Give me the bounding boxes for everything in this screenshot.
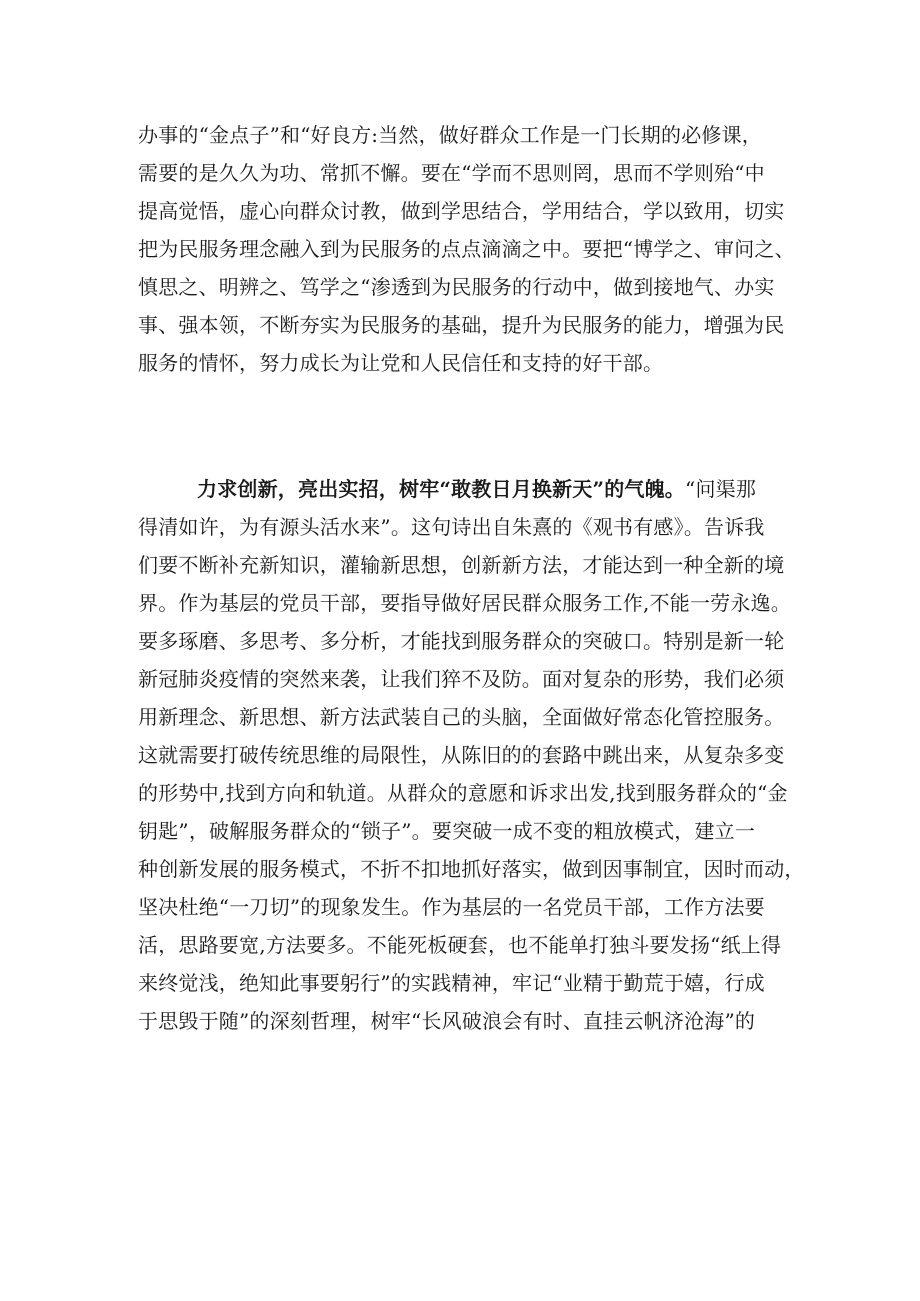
text-line: 需要的是久久为功、常抓不懈。要在“学而不思则罔，思而不学则殆“中 (138, 161, 765, 185)
text-line: 服务的情怀，努力成长为让党和人民信任和支持的好干部。 (138, 351, 664, 375)
text-line: 得清如许，为有源头活水来”。这句诗出自朱熹的《观书有感》。告诉我 (138, 515, 765, 539)
text-line-first (138, 470, 798, 508)
paragraph-service (138, 116, 798, 382)
text-line: 办事的“金点子”和“好良方:当然，做好群众工作是一门长期的必修课， (138, 123, 763, 147)
text-line: 把为民服务理念融入到为民服务的点点滴滴之中。要把“博学之、审问之、 (138, 237, 795, 261)
text-line: 提高觉悟，虚心向群众讨教，做到学思结合，学用结合，学以致用，切实 (138, 199, 785, 223)
heading-continuation: “问渠那 (685, 477, 757, 501)
text-line: 坚决杜绝“一刀切”的现象发生。作为基层的一名党员干部，工作方法要 (138, 895, 765, 919)
text-line: 界。作为基层的党员干部，要指导做好居民群众服务工作,不能一劳永逸。 (138, 591, 791, 615)
text-line: 慎思之、明辨之、笃学之“渗透到为民服务的行动中，做到接地气、办实 (138, 275, 775, 299)
text-line: 要多琢磨、多思考、多分析，才能找到服务群众的突破口。特别是新一轮 (138, 629, 785, 653)
text-line: 活，思路要宽,方法要多。不能死板硬套，也不能单打独斗要发扬“纸上得 (138, 933, 782, 957)
paragraph-innovation (138, 470, 805, 1040)
text-line: 这就需要打破传统思维的局限性，从陈旧的的套路中跳出来，从复杂多变 (138, 743, 785, 767)
text-line: 新冠肺炎疫情的突然来袭，让我们猝不及防。面对复杂的形势，我们必须 (138, 667, 785, 691)
text-line: 来终觉浅，绝知此事要躬行”的实践精神，牢记“业精于勤荒于嬉，行成 (138, 971, 765, 995)
paragraph-heading: 力求创新，亮出实招，树牢“敢教日月换新天”的气魄。 (197, 477, 686, 501)
text-line: 的形势中,找到方向和轨道。从群众的意愿和诉求出发,找到服务群众的“金 (138, 781, 788, 805)
text-line: 种创新发展的服务模式，不折不扣地抓好落实，做到因事制宜，因时而动， (138, 857, 805, 881)
text-line: 们要不断补充新知识，灌输新思想，创新新方法，才能达到一种全新的境 (138, 553, 785, 577)
text-line: 于思毁于随”的深刻哲理，树牢“长风破浪会有时、直挂云帆济沧海”的 (138, 1009, 756, 1033)
text-line: 事、强本领，不断夯实为民服务的基础，提升为民服务的能力，增强为民 (138, 313, 785, 337)
text-line: 钥匙”，破解服务群众的“锁子”。要突破一成不变的粗放模式，建立一 (138, 819, 756, 843)
text-line: 用新理念、新思想、新方法武装自己的头脑，全面做好常态化管控服务。 (138, 705, 785, 729)
